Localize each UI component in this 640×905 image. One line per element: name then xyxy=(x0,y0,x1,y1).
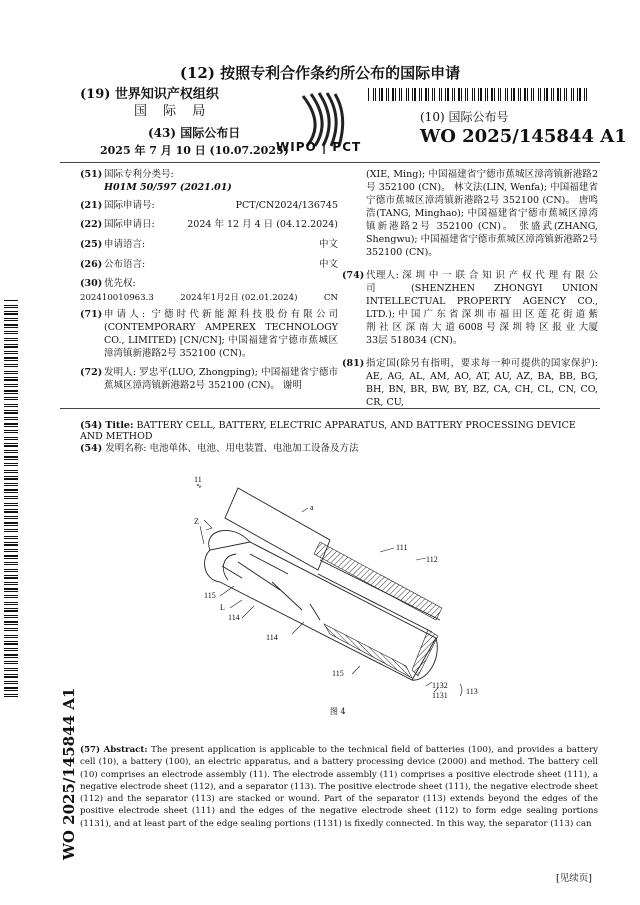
barcode-bar xyxy=(461,88,462,101)
continued-on-next-page: [见续页] xyxy=(556,873,592,884)
bibliographic-right-column xyxy=(342,168,598,409)
barcode-bar xyxy=(4,397,18,398)
barcode-bar xyxy=(4,498,18,499)
barcode-bar xyxy=(4,630,18,631)
barcode-bar xyxy=(4,635,18,636)
field-71: (71) 申请人: 宁德时代新能源科技股份有限公司 (CONTEMPORARY AMPEREX TECHNOLOGY CO., LIMITED) [CN/CN]; 中国福建省宁德市蕉城区漳湾镇新港路2号 352100 (CN)。 xyxy=(80,309,338,359)
barcode-bar xyxy=(379,88,380,101)
barcode-bar xyxy=(4,617,18,618)
barcode-bar xyxy=(518,88,519,101)
field-72: (72) 发明人: 罗忠平(LUO, Zhongping); 中国福建省宁德市蕉城区漳湾镇新港路2号 352100 (CN)。 谢明 xyxy=(80,367,338,391)
barcode-bar xyxy=(4,489,18,491)
field-30: (30) 优先权: xyxy=(80,278,136,289)
barcode-bar xyxy=(4,542,18,543)
barcode-bar xyxy=(4,674,18,675)
barcode-bar xyxy=(566,88,567,101)
barcode-bar xyxy=(4,463,18,464)
barcode-bar xyxy=(540,88,541,101)
barcode-bar xyxy=(4,511,18,513)
barcode-bar xyxy=(4,439,18,440)
barcode-bar xyxy=(4,305,18,306)
barcode-bar xyxy=(4,654,18,656)
priority-row: 202410010963.3 2024年1月2日 (02.01.2024) CN xyxy=(80,293,338,303)
barcode-bar xyxy=(4,364,18,365)
barcode-bar xyxy=(4,472,18,473)
barcode-bar xyxy=(4,544,18,546)
barcode-bar xyxy=(4,426,18,427)
barcode-bar xyxy=(4,687,18,689)
figure-label-115-a: 115 xyxy=(204,591,216,600)
barcode-bar xyxy=(4,331,18,332)
barcode-bar xyxy=(4,538,18,539)
barcode-bar xyxy=(4,496,18,497)
barcode-bar xyxy=(538,88,539,101)
barcode-bar xyxy=(4,318,18,319)
barcode-bar xyxy=(4,588,18,590)
barcode-bar xyxy=(4,443,18,444)
barcode-bar xyxy=(425,88,427,101)
barcode-bar xyxy=(4,470,18,471)
barcode-bar xyxy=(4,432,18,433)
barcode-bar xyxy=(4,452,18,453)
office-name xyxy=(80,86,280,120)
barcode-bar xyxy=(4,333,18,334)
figure-label-1132: 1132 xyxy=(432,681,448,690)
patent-figure-4 xyxy=(180,470,500,700)
barcode-bar xyxy=(4,456,18,458)
barcode-bar xyxy=(4,696,18,697)
barcode-bar xyxy=(4,311,18,312)
barcode-bar xyxy=(4,610,18,612)
barcode-bar xyxy=(4,360,18,361)
barcode-bar xyxy=(4,637,18,638)
barcode-bar xyxy=(478,88,479,101)
barcode-bar xyxy=(485,88,486,101)
barcode-bar xyxy=(4,562,18,563)
barcode-bar xyxy=(4,582,18,583)
barcode-bar xyxy=(4,386,18,387)
figure-label-115-b: 115 xyxy=(332,669,344,678)
field-81: (81) 指定国(除另有指明，要求每一种可提供的国家保护): AE, AG, AL, AM, AO, AT, AU, AZ, BA, BB, BG, BH, BN, BR, BW, BY, BZ, CA, CH, CL, CN, CO, CR, CU, xyxy=(342,358,598,408)
barcode-bar xyxy=(401,88,402,101)
barcode-bar xyxy=(480,88,482,101)
barcode-bar xyxy=(4,575,18,576)
barcode-bar xyxy=(4,643,18,645)
barcode-bar xyxy=(4,505,18,506)
barcode-bar xyxy=(4,465,18,466)
barcode-bar xyxy=(4,406,18,407)
barcode-bar xyxy=(399,88,400,101)
barcode-bar xyxy=(4,608,18,609)
publication-number: WO 2025/145844 A1 xyxy=(420,126,627,147)
top-barcode xyxy=(368,88,588,101)
office-line-1: (19) 世界知识产权组织 xyxy=(80,87,219,102)
barcode-bar xyxy=(4,569,18,570)
barcode-bar xyxy=(4,690,18,691)
barcode-bar xyxy=(4,577,18,579)
barcode-bar xyxy=(4,650,18,651)
barcode-bar xyxy=(4,327,18,328)
barcode-bar xyxy=(4,423,18,425)
barcode-bar xyxy=(434,88,435,101)
barcode-bar xyxy=(4,357,18,359)
barcode-bar xyxy=(498,88,499,101)
barcode-bar xyxy=(4,661,18,662)
publication-number-label: (10) 国际公布号 xyxy=(420,110,509,124)
barcode-bar xyxy=(564,88,565,101)
barcode-bar xyxy=(419,88,420,101)
field-74: (74) 代理人: 深 圳 中 一 联 合 知 识 产 权 代 理 有 限 公 司 (SHENZHEN ZHONGYI UNION INTELLECTUAL PROPERTY AGENCY CO., LTD.); 中 国 广 东 省 深 圳 市 福 田 区 莲 花 街 道 紫 荆 社 区 深 南 大 道 6008 号 深 圳 特 区 报 业 大厦33层 518034 (CN)。 xyxy=(342,270,598,346)
publication-date: 2025 年 7 月 10 日 (10.07.2025) xyxy=(100,144,289,157)
barcode-bar xyxy=(4,390,18,392)
barcode-bar xyxy=(392,88,394,101)
barcode-bar xyxy=(386,88,387,101)
barcode-bar xyxy=(4,529,18,530)
sheet-outline-top xyxy=(225,488,330,570)
barcode-bar xyxy=(474,88,475,101)
barcode-bar xyxy=(4,338,18,339)
barcode-bar xyxy=(577,88,578,101)
barcode-bar xyxy=(4,459,18,460)
barcode-bar xyxy=(4,379,18,381)
barcode-bar xyxy=(4,377,18,378)
barcode-bar xyxy=(4,591,18,592)
barcode-bar xyxy=(4,399,18,400)
barcode-bar xyxy=(441,88,442,101)
barcode-bar xyxy=(553,88,554,101)
barcode-bar xyxy=(4,346,18,348)
barcode-bar xyxy=(531,88,532,101)
barcode-bar xyxy=(4,518,18,519)
barcode-bar xyxy=(4,668,18,669)
barcode-bar xyxy=(4,503,18,504)
barcode-bar xyxy=(560,88,561,101)
barcode-bar xyxy=(4,595,18,596)
barcode-bar xyxy=(4,417,18,418)
figure-label-114-b: 114 xyxy=(266,633,278,642)
barcode-bar xyxy=(4,558,18,559)
barcode-bar xyxy=(4,320,18,321)
barcode-bar xyxy=(524,88,526,101)
barcode-bar xyxy=(4,516,18,517)
barcode-bar xyxy=(452,88,453,101)
barcode-bar xyxy=(584,88,585,101)
barcode-bar xyxy=(4,384,18,385)
barcode-bar xyxy=(4,509,18,510)
barcode-bar xyxy=(4,351,18,352)
figure-label-1131: 1131 xyxy=(432,691,448,700)
barcode-bar xyxy=(4,478,18,480)
barcode-bar xyxy=(4,624,18,625)
barcode-bar xyxy=(505,88,506,101)
barcode-bar xyxy=(4,602,18,603)
barcode-bar xyxy=(4,571,18,572)
barcode-bar xyxy=(4,412,18,414)
barcode-bar xyxy=(4,555,18,557)
barcode-bar xyxy=(439,88,440,101)
figure-label-l: L xyxy=(220,603,225,612)
barcode-bar xyxy=(4,371,18,372)
barcode-bar xyxy=(4,483,18,484)
barcode-bar xyxy=(4,485,18,486)
figure-label-111: 111 xyxy=(396,543,408,552)
barcode-bar xyxy=(527,88,528,101)
barcode-bar xyxy=(494,88,495,101)
barcode-bar xyxy=(4,344,18,345)
barcode-bar xyxy=(412,88,413,101)
figure-label-z: Z xyxy=(194,517,199,526)
barcode-bar xyxy=(507,88,508,101)
figure-label-a: a xyxy=(310,503,314,512)
barcode-bar xyxy=(4,683,18,684)
barcode-bar xyxy=(546,88,548,101)
barcode-bar xyxy=(4,313,18,315)
barcode-bar xyxy=(491,88,493,101)
barcode-bar xyxy=(533,88,534,101)
barcode-bar xyxy=(458,88,460,101)
field-51: (51) 国际专利分类号: H01M 50/597 (2021.01) xyxy=(80,169,232,193)
barcode-bar xyxy=(4,536,18,537)
barcode-bar xyxy=(4,604,18,605)
barcode-bar xyxy=(472,88,473,101)
barcode-bar xyxy=(465,88,466,101)
barcode-bar xyxy=(4,353,18,354)
barcode-bar xyxy=(4,366,18,367)
barcode-bar xyxy=(4,393,18,394)
barcode-bar xyxy=(4,492,18,493)
barcode-bar xyxy=(432,88,433,101)
barcode-bar xyxy=(406,88,407,101)
barcode-bar xyxy=(445,88,446,101)
barcode-bar xyxy=(4,549,18,550)
barcode-bar xyxy=(428,88,429,101)
barcode-bar xyxy=(4,551,18,552)
barcode-bar xyxy=(4,694,18,695)
wipo-pct-text: WIPO | PCT xyxy=(276,140,362,154)
hatched-band-end xyxy=(412,630,438,676)
barcode-bar xyxy=(4,476,18,477)
barcode-bar xyxy=(447,88,449,101)
field-22: (22) 国际申请日: 2024 年 12 月 4 日 (04.12.2024) xyxy=(80,219,338,230)
barcode-bar xyxy=(4,676,18,678)
barcode-bar xyxy=(4,615,18,616)
field-21: (21) 国际申请号: PCT/CN2024/136745 xyxy=(80,200,338,211)
barcode-bar xyxy=(4,628,18,629)
barcode-bar xyxy=(4,621,18,623)
title-chinese: (54) 发明名称: 电池单体、电池、用电装置、电池加工设备及方法 xyxy=(80,443,359,454)
barcode-bar xyxy=(4,648,18,649)
barcode-bar xyxy=(544,88,545,101)
barcode-bar xyxy=(375,88,376,101)
side-barcode xyxy=(4,300,18,700)
figure-label-114-a: 114 xyxy=(228,613,240,622)
barcode-bar xyxy=(4,324,18,326)
barcode-bar xyxy=(414,88,416,101)
barcode-bar xyxy=(4,437,18,438)
figure-caption: 图 4 xyxy=(330,707,346,716)
barcode-bar xyxy=(500,88,501,101)
title-english: (54) Title: BATTERY CELL, BATTERY, ELECTRIC APPARATUS, AND BATTERY PROCESSING DEVICE AND METHOD xyxy=(80,420,576,442)
side-publication-number: WO 2025/145844 A1 xyxy=(60,687,78,860)
barcode-bar xyxy=(586,88,587,101)
barcode-bar xyxy=(511,88,512,101)
barcode-bar xyxy=(520,88,521,101)
barcode-bar xyxy=(4,584,18,585)
barcode-bar xyxy=(513,88,515,101)
barcode-bar xyxy=(4,657,18,658)
barcode-bar xyxy=(4,410,18,411)
barcode-bar xyxy=(395,88,396,101)
barcode-bar xyxy=(573,88,574,101)
field-26: (26) 公布语言: 中文 xyxy=(80,259,338,270)
figure-label-113: 113 xyxy=(466,687,478,696)
barcode-bar xyxy=(4,430,18,431)
barcode-bar xyxy=(4,373,18,374)
barcode-bar xyxy=(4,419,18,420)
barcode-bar xyxy=(4,445,18,447)
barcode-bar xyxy=(4,404,18,405)
inventors-continued: (XIE, Ming); 中国福建省宁德市蕉城区漳湾镇新港路2号 352100 (CN)。 林文法(LIN, Wenfa); 中国福建省宁德市蕉城区漳湾镇新港路2号 352100 (CN)。 唐鸣浩(TANG, Minghao); 中国福建省宁德市蕉城区漳湾镇新港路2号 352100 (CN)。 张盛武(ZHANG, Shengwu); 中国福建省宁德市蕉城区漳湾镇新港路2号 352100 (CN)。 xyxy=(366,169,598,258)
figure-wave-mark: ∿ xyxy=(196,482,202,490)
barcode-bar xyxy=(571,88,572,101)
barcode-bar xyxy=(4,681,18,682)
barcode-bar xyxy=(4,531,18,532)
barcode-bar xyxy=(4,522,18,524)
title-divider xyxy=(60,408,600,409)
figure-label-112: 112 xyxy=(426,555,438,564)
barcode-bar xyxy=(368,88,369,101)
document-kind-title: (12) 按照专利合作条约所公布的国际申请 xyxy=(179,64,461,82)
abstract: (57) Abstract: The present application is applicable to the technical field of batteries (100), and provides a battery cell (10), a battery (100), an electric apparatus, and a battery processing device (2000) and method. The battery cell (10) comprises an electrode assembly (11). The electrode assembly (11) comprises a positive electrode sheet (111), a negative electrode sheet (112), and a separator (113). The positive electrode sheet (111), the negative electrode sheet (112) and the separator (113) are stacked or wound. Part of the separator (113) extends beyond the edges of the positive electrode sheet (111) and the edges of the negative electrode sheet (112) to form edge sealing portions (1131), and at least part of the edge sealing portions (1131) is fixedly connected. In this way, the separator (113) can xyxy=(80,745,598,829)
barcode-bar xyxy=(4,307,18,308)
figure-label-11: 11 xyxy=(194,475,202,484)
barcode-bar xyxy=(4,670,18,671)
barcode-bar xyxy=(487,88,488,101)
barcode-bar xyxy=(4,300,18,301)
office-line-2: 国 际 局 xyxy=(134,104,212,119)
barcode-bar xyxy=(4,340,18,341)
barcode-bar xyxy=(4,663,18,664)
barcode-bar xyxy=(4,597,18,598)
barcode-bar xyxy=(557,88,559,101)
barcode-bar xyxy=(454,88,455,101)
barcode-bar xyxy=(467,88,468,101)
bibliographic-left-column xyxy=(80,168,338,398)
barcode-bar xyxy=(579,88,581,101)
barcode-bar xyxy=(4,450,18,451)
barcode-bar xyxy=(4,564,18,565)
header-divider xyxy=(60,162,600,163)
barcode-bar xyxy=(388,88,389,101)
barcode-bar xyxy=(4,641,18,642)
field-25: (25) 申请语言: 中文 xyxy=(80,239,338,250)
barcode-bar xyxy=(408,88,409,101)
publication-date-label: (43) 国际公布日 xyxy=(148,126,241,140)
barcode-bar xyxy=(551,88,552,101)
barcode-bar xyxy=(421,88,422,101)
barcode-bar xyxy=(381,88,383,101)
barcode-bar xyxy=(373,88,374,101)
barcode-bar xyxy=(4,525,18,526)
